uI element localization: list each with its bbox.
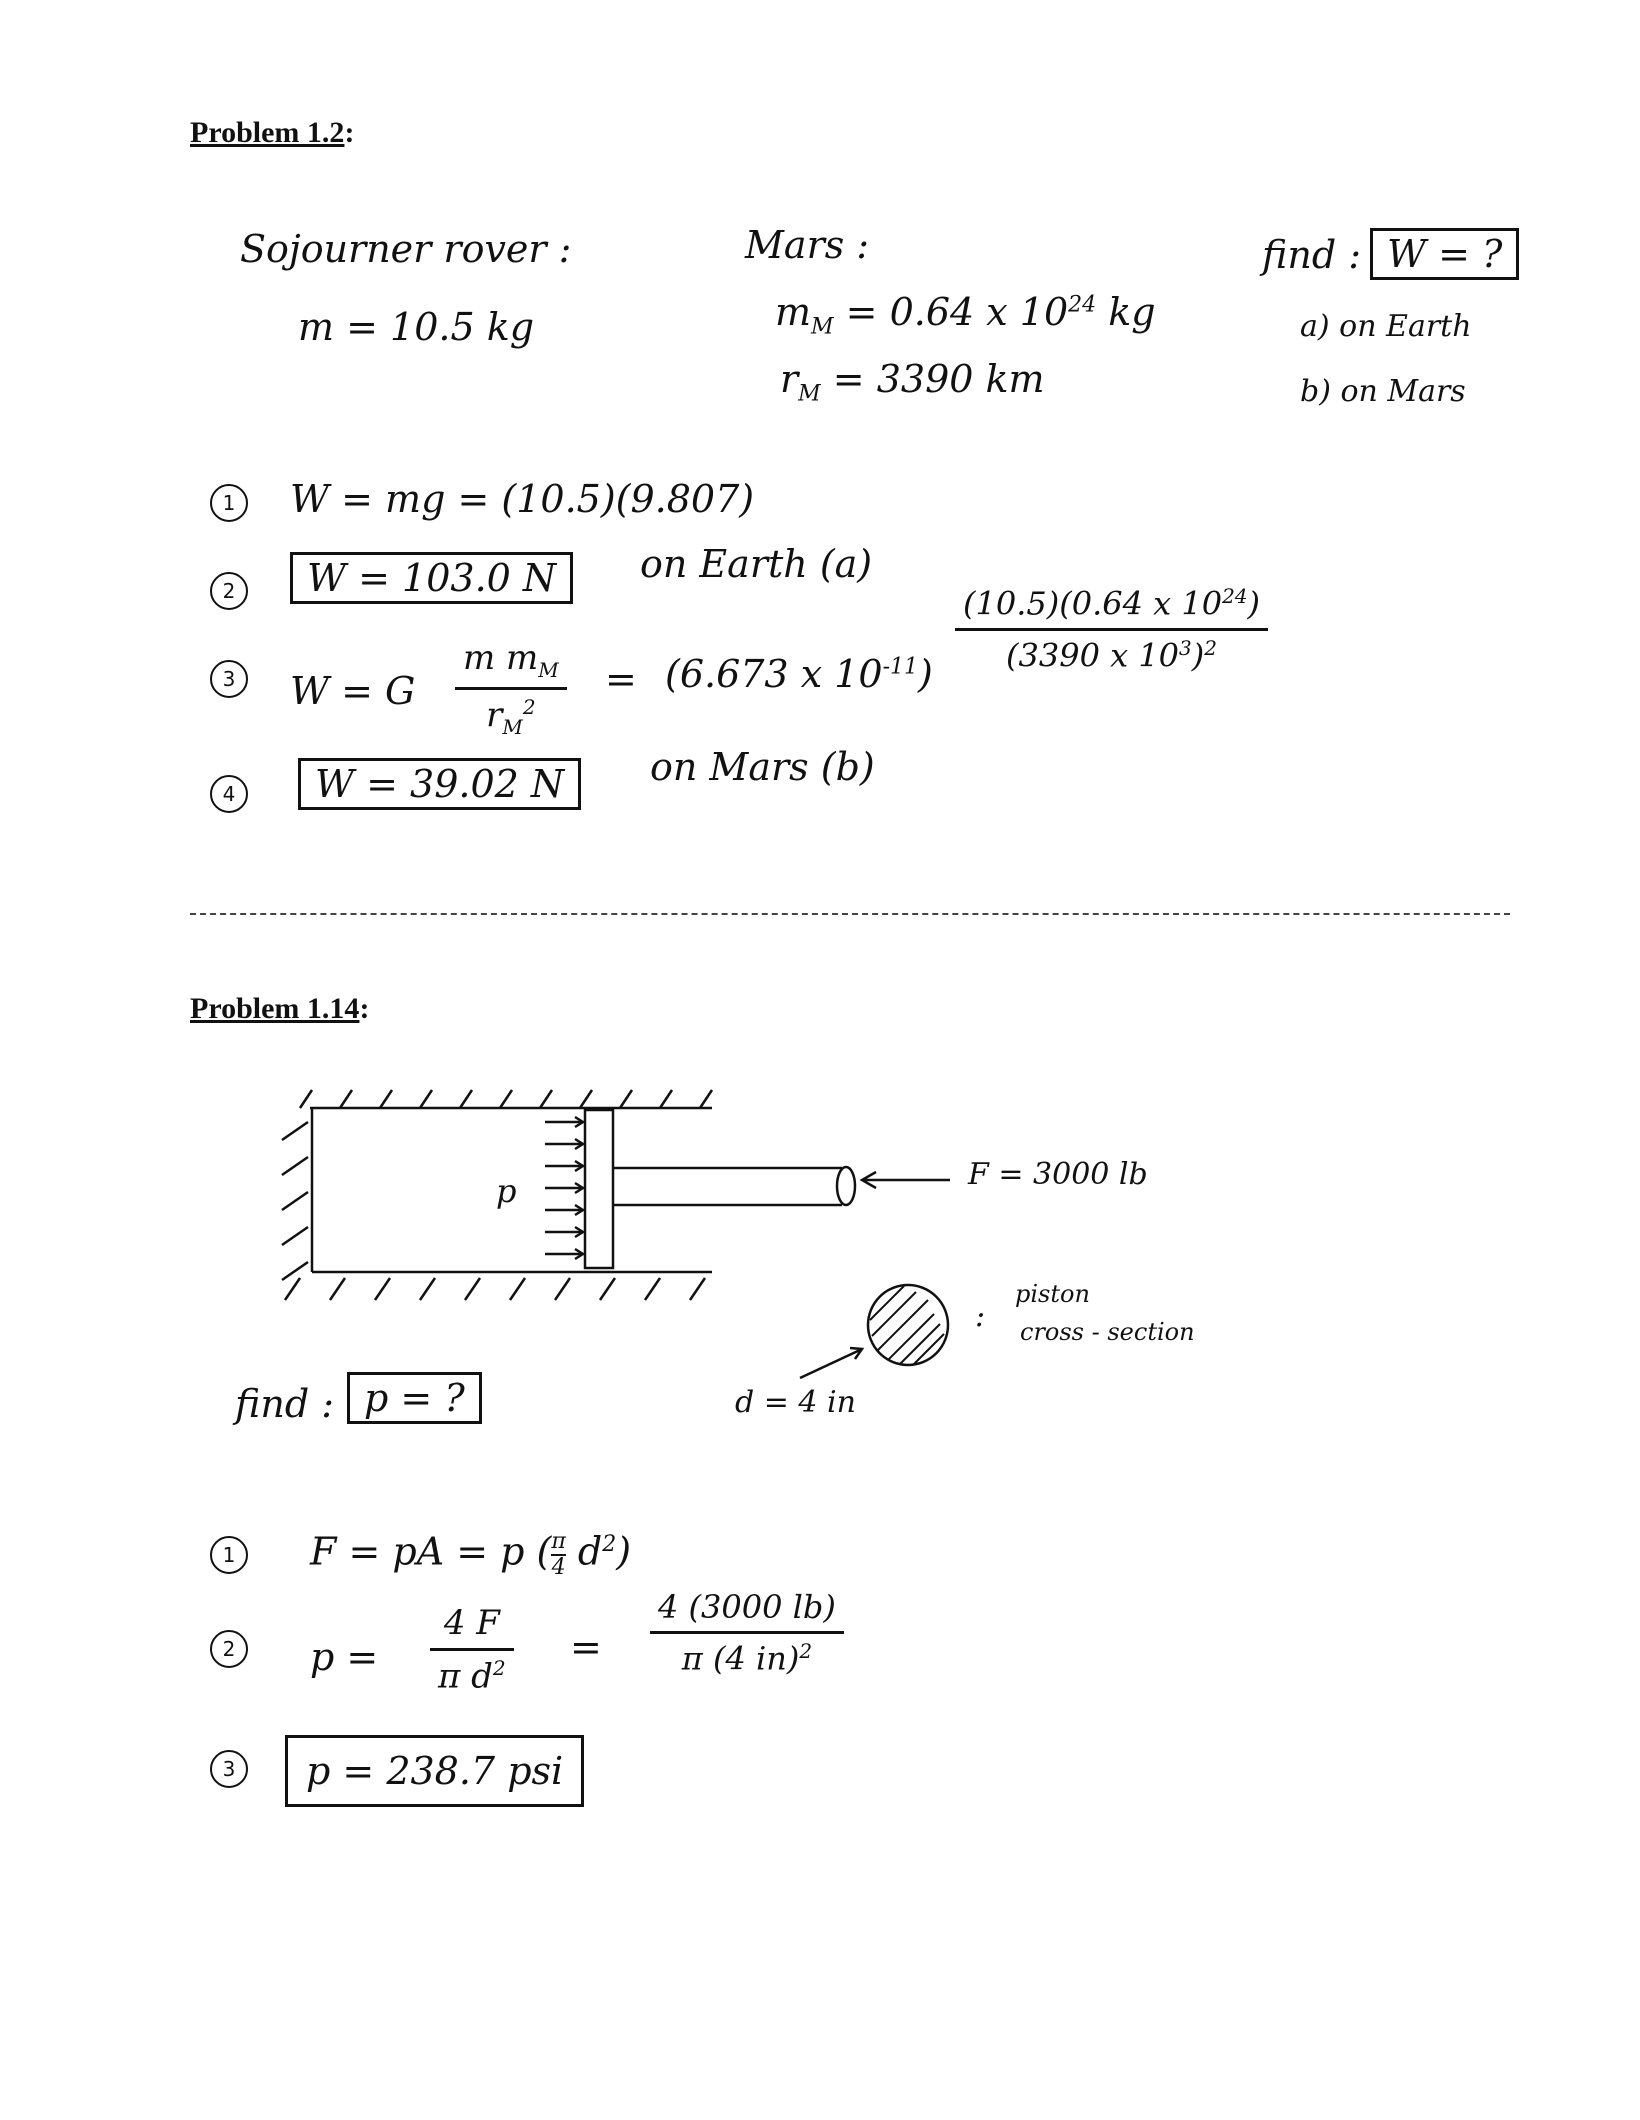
pressure-values-fraction: $\frac{4 (3000 lb)}{\pi (4 in)^2}$ [650,1590,844,1677]
problem-1-2-heading: Problem 1.2: [190,116,355,149]
answer-note-earth: on Earth (a) [640,542,873,586]
cross-section-label: cross - section [1020,1318,1195,1346]
answer-box-mars: W = 39.02 N [298,758,581,810]
equation-force-pressure: F = pA = p ( $\frac{\pi}{4}$ $d^2$) [310,1529,632,1581]
equation-weight-earth: W = mg = (10.5)(9.807) [290,477,755,521]
find-label: find : [1262,233,1362,277]
equation-pressure-equals: = [570,1625,602,1669]
equation-gravity-equals: = [605,657,637,701]
diameter-pointer [800,1350,860,1378]
force-label: F = 3000 lb [968,1157,1148,1192]
equation-gravity-lhs: W = G [290,669,416,713]
pressure-fraction: $\frac{4 F}{\pi d^2}$ [430,1605,514,1696]
piston-colon: : [975,1299,986,1334]
answer-box-pressure: p = 238.7 psi [285,1735,584,1807]
step-number: 1 [210,1536,248,1574]
problem-1-14-heading: Problem 1.14: [190,992,370,1025]
diameter-label: d = 4 in [735,1385,856,1420]
step-number: 2 [210,1630,248,1668]
step-number: 3 [210,660,248,698]
answer-box-earth: W = 103.0 N [290,552,573,604]
piston-cross-section [868,1285,948,1365]
mars-label: Mars : [745,223,870,267]
piston-label: piston [1015,1280,1090,1308]
step-number: 1 [210,484,248,522]
pressure-symbol: p [496,1172,517,1210]
rover-label: Sojourner rover : [240,227,572,271]
rover-mass: m = 10.5 kg [298,305,535,349]
answer-note-mars: on Mars (b) [650,745,875,789]
mars-radius: $r_M = 3390$ km [780,357,1045,407]
gravity-fraction: $\frac{m m_M}{r_M^2}$ [455,640,567,738]
equation-pressure-lhs: p = [310,1635,379,1679]
mars-mass: $m_M = 0.64$ x $10^{24}$ kg [775,290,1156,340]
find-b-mars: b) on Mars [1300,374,1466,409]
gravitational-constant: (6.673 x $10^{-11}$) [665,652,933,696]
gravity-values-fraction: $\frac{(10.5)(0.64 x 10^{24})}{(3390 x 10^3)^2}$ [955,585,1268,674]
rod-end [837,1167,855,1205]
find-pressure-box: p = ? [347,1372,482,1424]
find-weight-box: W = ? [1370,228,1519,280]
find-a-earth: a) on Earth [1300,309,1472,344]
step-number: 2 [210,572,248,610]
step-number: 3 [210,1750,248,1788]
find-label: find : [235,1382,335,1426]
step-number: 4 [210,775,248,813]
piston-plate [585,1110,613,1268]
